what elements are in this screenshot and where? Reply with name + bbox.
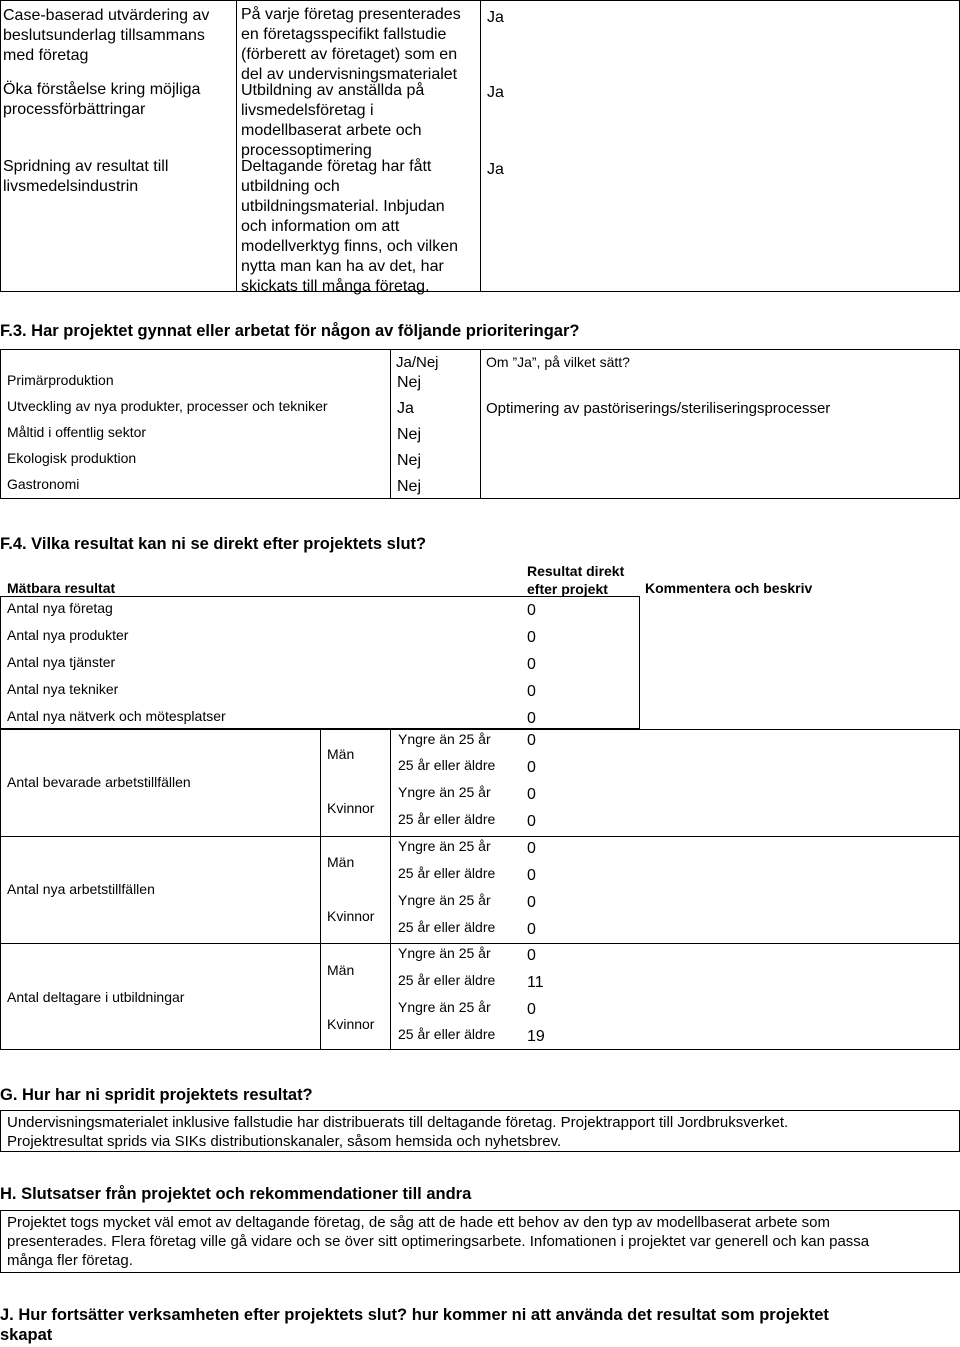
age-young: Yngre än 25 år xyxy=(398,945,491,961)
group-label: Antal bevarade arbetstillfällen xyxy=(7,774,191,790)
answer-3: Ja xyxy=(487,161,504,178)
priority-value: Nej xyxy=(397,374,422,391)
gender-man: Män xyxy=(327,746,355,762)
result-label: Antal nya tekniker xyxy=(7,681,119,697)
h-heading: H. Slutsatser från projektet och rekommendationer till andra xyxy=(0,1185,472,1203)
result-value: 0 xyxy=(527,629,536,646)
age-young: Yngre än 25 år xyxy=(398,784,491,800)
group-label: Antal nya arbetstillfällen xyxy=(7,881,155,897)
col-matbara: Mätbara resultat xyxy=(7,580,116,596)
age-old: 25 år eller äldre xyxy=(398,811,496,827)
priority-value: Nej xyxy=(397,426,422,443)
age-young: Yngre än 25 år xyxy=(398,838,491,854)
group-value: 0 xyxy=(527,840,536,857)
group-value: 0 xyxy=(527,1001,536,1018)
result-label: Antal nya produkter xyxy=(7,627,129,643)
result-value: 0 xyxy=(527,683,536,700)
answer-1: Ja xyxy=(487,9,504,26)
col-om-ja: Om ”Ja”, på vilket sätt? xyxy=(486,354,630,370)
goal-3: Spridning av resultat till livsmedelsindustrin xyxy=(3,158,169,195)
col-resultat: Resultat direkt efter projekt xyxy=(527,563,625,597)
age-old: 25 år eller äldre xyxy=(398,865,496,881)
gender-man: Män xyxy=(327,962,355,978)
result-value: 0 xyxy=(527,602,536,619)
group-value: 0 xyxy=(527,921,536,938)
result-label: Antal nya nätverk och mötesplatser xyxy=(7,708,226,724)
gender-kvinnor: Kvinnor xyxy=(327,908,375,924)
j-heading: J. Hur fortsätter verksamheten efter projektets slut? hur kommer ni att använda det resultat som projektet skapat xyxy=(0,1306,829,1344)
priority-label: Måltid i offentlig sektor xyxy=(7,424,147,440)
age-old: 25 år eller äldre xyxy=(398,972,496,988)
group-value: 0 xyxy=(527,732,536,749)
h-answer-text: Projektet togs mycket väl emot av deltagande företag, de såg att de hade ett behov av den typ av modellbaserat arbete som presenterades. Flera företag ville gå vidare och se över sitt optimeringsarbete. Infomationen i projektet var generell och kan passa många fler företag. xyxy=(7,1214,870,1269)
priority-label: Gastronomi xyxy=(7,476,80,492)
age-old: 25 år eller äldre xyxy=(398,1026,496,1042)
age-young: Yngre än 25 år xyxy=(398,892,491,908)
priority-value: Ja xyxy=(397,400,414,417)
col-ja-nej: Ja/Nej xyxy=(396,354,439,371)
age-old: 25 år eller äldre xyxy=(398,919,496,935)
group-value: 0 xyxy=(527,786,536,803)
age-old: 25 år eller äldre xyxy=(398,757,496,773)
group-value: 0 xyxy=(527,759,536,776)
result-value: 0 xyxy=(527,710,536,727)
age-young: Yngre än 25 år xyxy=(398,999,491,1015)
activity-3: Deltagande företag har fått utbildning och utbildningsmaterial. Inbjudan och information om att modellverktyg finns, och vilken nytta man kan ha av det, har skickats till många företag. xyxy=(241,158,458,295)
activity-2: Utbildning av anställda på livsmedelsföretag i modellbaserat arbete och processoptimering xyxy=(241,82,425,159)
result-label: Antal nya företag xyxy=(7,600,113,616)
group-value: 0 xyxy=(527,894,536,911)
gender-kvinnor: Kvinnor xyxy=(327,800,375,816)
priority-value: Nej xyxy=(397,478,422,495)
group-value: 0 xyxy=(527,867,536,884)
result-value: 0 xyxy=(527,656,536,673)
activity-1: På varje företag presenterades en företagsspecifikt fallstudie (förberett av företaget) som en del av undervisningsmaterialet xyxy=(241,6,461,83)
priority-label: Ekologisk produktion xyxy=(7,450,137,466)
gender-kvinnor: Kvinnor xyxy=(327,1016,375,1032)
col-kommentera: Kommentera och beskriv xyxy=(645,580,813,596)
priority-how: Optimering av pastöriserings/steriliseringsprocesser xyxy=(486,400,831,417)
age-young: Yngre än 25 år xyxy=(398,731,491,747)
group-value: 0 xyxy=(527,813,536,830)
group-label: Antal deltagare i utbildningar xyxy=(7,989,185,1005)
g-answer-text: Undervisningsmaterialet inklusive fallstudie har distribuerats till deltagande företag. Projektrapport till Jordbruksverket. Projektresultat sprids via SIKs distributionskanaler, såsom hemsida och nyhetsbrev. xyxy=(7,1114,789,1150)
g-heading: G. Hur har ni spridit projektets resultat? xyxy=(0,1086,313,1104)
group-value: 0 xyxy=(527,947,536,964)
group-value: 11 xyxy=(527,974,544,991)
answer-2: Ja xyxy=(487,84,504,101)
priority-label: Utveckling av nya produkter, processer och tekniker xyxy=(7,398,328,414)
result-label: Antal nya tjänster xyxy=(7,654,116,670)
f3-heading: F.3. Har projektet gynnat eller arbetat för någon av följande prioriteringar? xyxy=(0,322,580,340)
group-value: 19 xyxy=(527,1028,545,1045)
gender-man: Män xyxy=(327,854,355,870)
f4-heading: F.4. Vilka resultat kan ni se direkt efter projektets slut? xyxy=(0,535,427,553)
goal-2: Öka förståelse kring möjliga processförbättringar xyxy=(3,81,201,118)
goal-1: Case-baserad utvärdering av beslutsunderlag tillsammans med företag xyxy=(3,7,210,64)
priority-value: Nej xyxy=(397,452,422,469)
priority-label: Primärproduktion xyxy=(7,372,114,388)
